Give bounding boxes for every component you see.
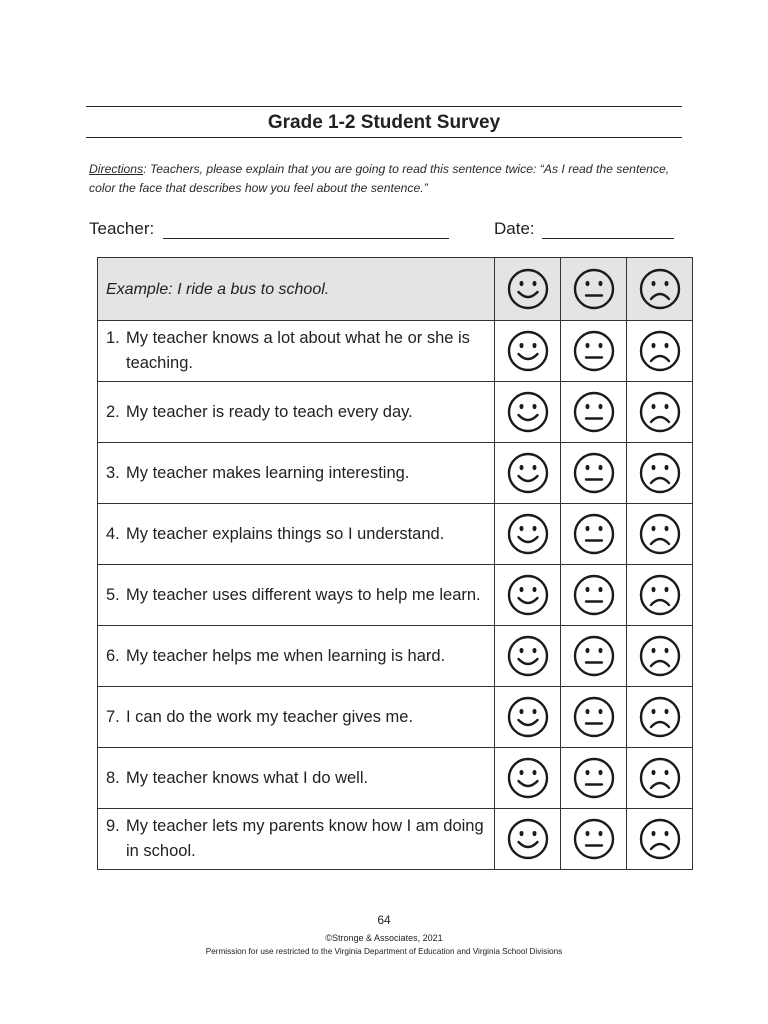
example-row — [98, 258, 693, 321]
question-text: My teacher knows a lot about what he or she is teaching. — [126, 329, 470, 372]
question-number: 1. — [106, 329, 120, 347]
question-row — [98, 748, 693, 809]
question-row — [98, 687, 693, 748]
neutral-face-cell[interactable] — [561, 687, 627, 748]
question-text: My teacher lets my parents know how I am doing in school. — [126, 817, 484, 860]
neutral-face-icon — [572, 329, 616, 373]
question-statement — [98, 443, 495, 504]
question-number: 4. — [106, 524, 120, 543]
sad-face-cell[interactable] — [627, 748, 693, 809]
question-statement — [98, 809, 495, 870]
copyright: ©Stronge & Associates, 2021 — [325, 933, 443, 943]
question-row — [98, 626, 693, 687]
neutral-face-icon — [572, 634, 616, 678]
question-statement — [98, 687, 495, 748]
question-number: 9. — [106, 817, 120, 835]
smiley-face-cell[interactable] — [495, 748, 561, 809]
smiley-face-icon — [506, 695, 550, 739]
smiley-face-icon — [506, 390, 550, 434]
neutral-face-cell[interactable] — [561, 565, 627, 626]
sad-face-cell[interactable] — [627, 626, 693, 687]
smiley-face-cell[interactable] — [495, 443, 561, 504]
neutral-face-cell[interactable] — [561, 748, 627, 809]
question-row — [98, 382, 693, 443]
survey-table — [97, 257, 693, 870]
smiley-face-icon — [506, 756, 550, 800]
neutral-face-cell[interactable] — [561, 258, 627, 321]
title-rule-bottom — [86, 137, 682, 138]
neutral-face-cell[interactable] — [561, 809, 627, 870]
sad-face-cell[interactable] — [627, 382, 693, 443]
sad-face-cell[interactable] — [627, 258, 693, 321]
smiley-face-cell[interactable] — [495, 258, 561, 321]
question-statement — [98, 382, 495, 443]
smiley-face-cell[interactable] — [495, 504, 561, 565]
neutral-face-cell[interactable] — [561, 504, 627, 565]
neutral-face-icon — [572, 695, 616, 739]
sad-face-cell[interactable] — [627, 321, 693, 382]
neutral-face-icon — [572, 756, 616, 800]
question-number: 7. — [106, 707, 120, 726]
question-number: 8. — [106, 768, 120, 787]
directions-label: Directions — [89, 162, 144, 176]
smiley-face-icon — [506, 329, 550, 373]
neutral-face-icon — [572, 817, 616, 861]
smiley-face-icon — [506, 817, 550, 861]
question-text: I can do the work my teacher gives me. — [126, 707, 414, 726]
smiley-face-icon — [506, 267, 550, 311]
smiley-face-cell[interactable] — [495, 382, 561, 443]
permission-notice: Permission for use restricted to the Virginia Department of Education and Virginia School Divisions — [205, 947, 563, 956]
question-statement — [98, 565, 495, 626]
date-field[interactable] — [542, 238, 674, 239]
question-statement — [98, 626, 495, 687]
question-text: My teacher makes learning interesting. — [126, 463, 410, 482]
question-statement — [98, 321, 495, 382]
example-statement — [98, 258, 495, 321]
neutral-face-cell[interactable] — [561, 382, 627, 443]
smiley-face-icon — [506, 634, 550, 678]
sad-face-cell[interactable] — [627, 809, 693, 870]
neutral-face-icon — [572, 573, 616, 617]
question-text: My teacher explains things so I understand. — [126, 524, 445, 543]
smiley-face-cell[interactable] — [495, 809, 561, 870]
sad-face-icon — [638, 390, 682, 434]
title-rule-top — [86, 106, 682, 107]
date-label: Date: — [494, 219, 535, 238]
smiley-face-cell[interactable] — [495, 565, 561, 626]
neutral-face-cell[interactable] — [561, 321, 627, 382]
sad-face-icon — [638, 512, 682, 556]
directions-text: : Teachers, please explain that you are going to read this sentence twice: “As I read the sentence, color the face that describes how you feel about the sentence.” — [89, 162, 670, 195]
question-text: My teacher knows what I do well. — [126, 768, 369, 787]
sad-face-icon — [638, 817, 682, 861]
sad-face-icon — [638, 573, 682, 617]
smiley-face-icon — [506, 573, 550, 617]
sad-face-cell[interactable] — [627, 504, 693, 565]
directions — [89, 160, 679, 198]
smiley-face-icon — [506, 451, 550, 495]
teacher-label: Teacher: — [89, 219, 155, 238]
sad-face-cell[interactable] — [627, 687, 693, 748]
sad-face-icon — [638, 451, 682, 495]
neutral-face-cell[interactable] — [561, 626, 627, 687]
example-text: Example: I ride a bus to school. — [106, 280, 330, 298]
question-text: My teacher is ready to teach every day. — [126, 402, 413, 421]
neutral-face-icon — [572, 451, 616, 495]
sad-face-icon — [638, 695, 682, 739]
question-row — [98, 321, 693, 382]
question-text: My teacher helps me when learning is hard. — [126, 646, 446, 665]
question-row — [98, 504, 693, 565]
neutral-face-icon — [572, 512, 616, 556]
question-number: 6. — [106, 646, 120, 665]
page-title: Grade 1-2 Student Survey — [267, 112, 501, 133]
neutral-face-icon — [572, 390, 616, 434]
neutral-face-cell[interactable] — [561, 443, 627, 504]
question-row — [98, 565, 693, 626]
sad-face-icon — [638, 756, 682, 800]
smiley-face-cell[interactable] — [495, 687, 561, 748]
question-number: 3. — [106, 463, 120, 482]
question-row — [98, 443, 693, 504]
smiley-face-cell[interactable] — [495, 626, 561, 687]
sad-face-icon — [638, 267, 682, 311]
sad-face-cell[interactable] — [627, 565, 693, 626]
question-row — [98, 809, 693, 870]
sad-face-icon — [638, 329, 682, 373]
question-number: 5. — [106, 585, 120, 604]
sad-face-icon — [638, 634, 682, 678]
smiley-face-icon — [506, 512, 550, 556]
question-text: My teacher uses different ways to help me learn. — [126, 585, 481, 604]
page-number: 64 — [377, 913, 391, 927]
question-statement — [98, 748, 495, 809]
sad-face-cell[interactable] — [627, 443, 693, 504]
smiley-face-cell[interactable] — [495, 321, 561, 382]
question-number: 2. — [106, 402, 120, 421]
question-statement — [98, 504, 495, 565]
neutral-face-icon — [572, 267, 616, 311]
teacher-field[interactable] — [163, 238, 449, 239]
